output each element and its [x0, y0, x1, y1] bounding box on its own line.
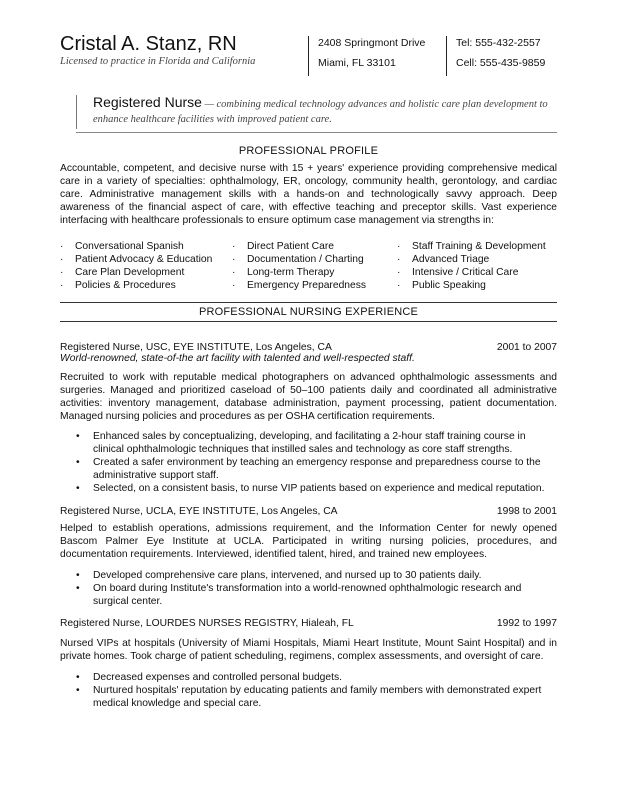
job-summary: Nursed VIPs at hospitals (University of Miami Hospitals, Miami Heart Institute, Mount Saint Hospital) and in private homes. Took charge of patient scheduling, regimens, complex assessments, and oversight of care.	[60, 638, 557, 662]
job-bullet: • Created a safer environment by teaching an emergency response and preparedness course to the administrative support staff.	[76, 456, 557, 482]
job-summary: Helped to establish operations, admissions requirement, and the Information Center for newly opened Bascom Palmer Eye Institute at UCLA. Participated in writing nursing policies, procedures, and documentation requirements. Interviewed, identified talent, hired, and trained new employees.	[60, 523, 557, 560]
job-bullet: • Developed comprehensive care plans, intervened, and nursed up to 30 patients daily.	[76, 569, 557, 582]
skills-list	[60, 240, 557, 292]
address-block	[318, 33, 425, 73]
address-line2: Miami, FL 33101	[318, 57, 396, 69]
skill-item: · Conversational Spanish	[60, 240, 232, 253]
objective-left-rule	[76, 95, 77, 129]
candidate-name: Cristal A. Stanz, RN	[60, 33, 237, 55]
experience-bottom-rule	[60, 321, 557, 322]
header-divider-left	[308, 36, 309, 76]
experience-top-rule	[60, 302, 557, 303]
profile-heading: PROFESSIONAL PROFILE	[238, 145, 379, 157]
skill-item: · Staff Training & Development	[397, 240, 557, 253]
job-header	[60, 617, 557, 630]
skills-column-2	[232, 240, 397, 292]
skill-item: · Policies & Procedures	[60, 279, 232, 292]
job-summary: Recruited to work with reputable medical photographers on advanced ophthalmologic assessments and surgeries. Managed and prioritized caseload of 50–100 patients daily and coordinated all administrative activities: inventory management, database administration, payment processing, patient documentation. Managed nursing policies and procedures as per OSHA certification requirements.	[60, 372, 557, 422]
job-bullet: • Decreased expenses and controlled personal budgets.	[76, 671, 557, 684]
skills-column-1	[60, 240, 232, 292]
header-divider-right	[446, 36, 447, 76]
job-bullet: • On board during Institute's transformation into a world-renowned ophthalmologic research and surgical center.	[76, 582, 557, 608]
skill-item: · Advanced Triage	[397, 253, 557, 266]
skill-item: · Care Plan Development	[60, 266, 232, 279]
skill-item: · Direct Patient Care	[232, 240, 397, 253]
license-note: Licensed to practice in Florida and California	[60, 56, 256, 67]
address-line1: 2408 Springmont Drive	[318, 37, 426, 49]
skill-item: · Intensive / Critical Care	[397, 266, 557, 279]
objective-block	[93, 95, 553, 127]
skill-item: · Public Speaking	[397, 279, 557, 292]
job-bullets	[76, 569, 557, 608]
job-header	[60, 505, 557, 518]
objective-description: — combining medical technology advances and holistic care plan development to enhance healthcare facilities with improved patient care.	[93, 99, 548, 125]
job-dates: 2001 to 2007	[496, 342, 557, 353]
phone-tel: Tel: 555-432-2557	[456, 37, 541, 49]
profile-summary: Accountable, competent, and decisive nurse with 15 + years' experience providing comprehensive medical care in a variety of specialties: ophthalmology, ER, oncology, community health, gerontology, and cardiac care. Administrative management skills with a hands-on and technologically savvy approach. Deep awareness of the financial aspect of care, with effective teaching and preceptor skills. Vast experience interfacing with healthcare professionals to ensure optimum case management via strengths in:	[60, 163, 557, 226]
objective-title: Registered Nurse	[93, 94, 202, 110]
job-bullets	[76, 671, 557, 710]
phone-cell: Cell: 555-435-9859	[456, 57, 546, 69]
job-bullets	[76, 430, 557, 495]
job-bullet: • Enhanced sales by conceptualizing, developing, and facilitating a 2-hour staff training course in clinical ophthalmologic techniques that instilled sales and technology as core staff strengths.	[76, 430, 557, 456]
job-bullet: • Nurtured hospitals' reputation by educating patients and family members with demonstrated expert medical knowledge and special care.	[76, 684, 557, 710]
skill-item: · Documentation / Charting	[232, 253, 397, 266]
job-title: Registered Nurse, USC, EYE INSTITUTE, Los Angeles, CA	[60, 342, 332, 353]
job-dates: 1992 to 1997	[496, 618, 557, 629]
objective-bottom-rule	[76, 132, 557, 133]
skills-column-3	[397, 240, 557, 292]
job-bullet: • Selected, on a consistent basis, to nurse VIP patients based on experience and medical reputation.	[76, 482, 557, 495]
job-dates: 1998 to 2001	[496, 506, 557, 517]
skill-item: · Long-term Therapy	[232, 266, 397, 279]
job-title: Registered Nurse, UCLA, EYE INSTITUTE, Los Angeles, CA	[60, 506, 338, 517]
experience-heading: PROFESSIONAL NURSING EXPERIENCE	[198, 306, 419, 318]
job-tagline: World-renowned, state-of-the art facility with talented and well-respected staff.	[60, 353, 415, 364]
job-title: Registered Nurse, LOURDES NURSES REGISTRY, Hialeah, FL	[60, 618, 354, 629]
skill-item: · Patient Advocacy & Education	[60, 253, 232, 266]
skill-item: · Emergency Preparedness	[232, 279, 397, 292]
phone-block	[456, 33, 545, 73]
